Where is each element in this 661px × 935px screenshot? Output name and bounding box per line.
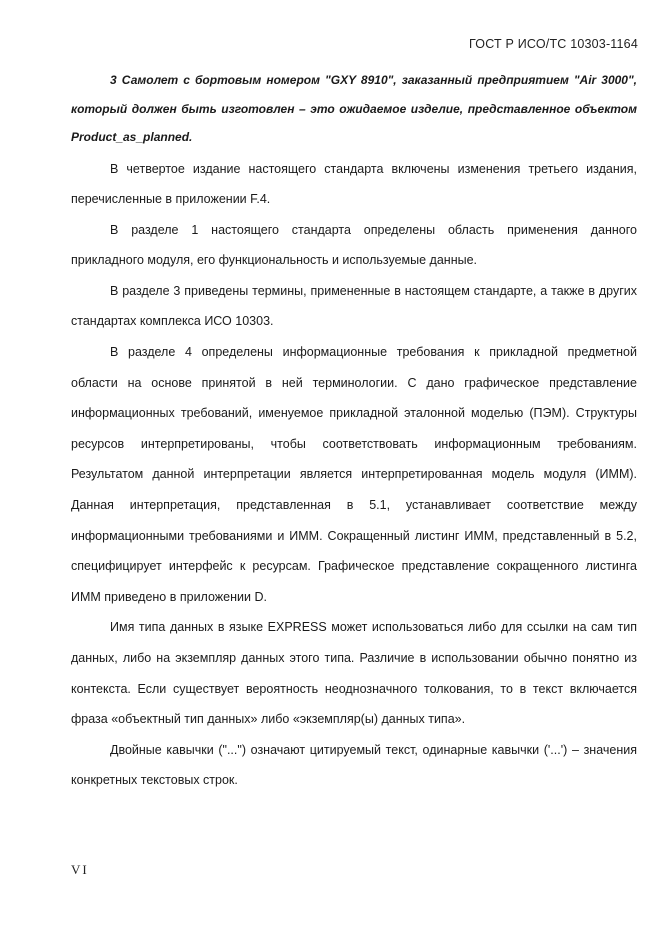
note-paragraph: 3 Самолет с бортовым номером "GXY 8910", заказанный предприятием "Air 3000", который должен быть изготовлен – это ожидаемое изделие, представленное объектом Product_as_planned.: [71, 73, 637, 144]
paragraph-section-4: В разделе 4 определены информационные требования к прикладной предметной области на основе принятой в ней терминологии. С дано графическое представление информационных требований, именуемое прикладной эталонной моделью (ПЭМ). Структуры ресурсов интерпретированы, чтобы соответствовать информационным требованиям. Результатом данной интерпретации является интерпретированная модель модуля (ИММ). Данная интерпретация, представленная в 5.1, устанавливает соответствие между информационными требованиями и ИММ. Сокращенный листинг ИММ, представленный в 5.2, специфицирует интерфейс к ресурсам. Графическое представление сокращенного листинга ИММ приведено в приложении D.: [71, 345, 637, 604]
paragraph-quotes: Двойные кавычки ("...") означают цитируемый текст, одинарные кавычки ('...') – значения конкретных текстовых строк.: [71, 742, 637, 788]
page-header-standard: ГОСТ Р ИСО/ТС 10303-1164: [469, 37, 638, 51]
document-body: [71, 66, 637, 796]
paragraph-section-1: В разделе 1 настоящего стандарта определены область применения данного прикладного модуля, его функциональность и используемые данные.: [71, 222, 637, 268]
paragraph-express-types: Имя типа данных в языке EXPRESS может использоваться либо для ссылки на сам тип данных, либо на экземпляр данных этого типа. Различие в использовании обычно понятно из контекста. Если существует вероятность неоднозначного толкования, то в текст включается фраза «объектный тип данных» либо «экземпляр(ы) данных типа».: [71, 620, 637, 727]
page-number: VI: [71, 862, 89, 877]
paragraph-section-3: В разделе 3 приведены термины, примененные в настоящем стандарте, а также в других стандартах комплекса ИСО 10303.: [71, 283, 637, 329]
paragraph-edition-changes: В четвертое издание настоящего стандарта включены изменения третьего издания, перечисленные в приложении F.4.: [71, 161, 637, 207]
